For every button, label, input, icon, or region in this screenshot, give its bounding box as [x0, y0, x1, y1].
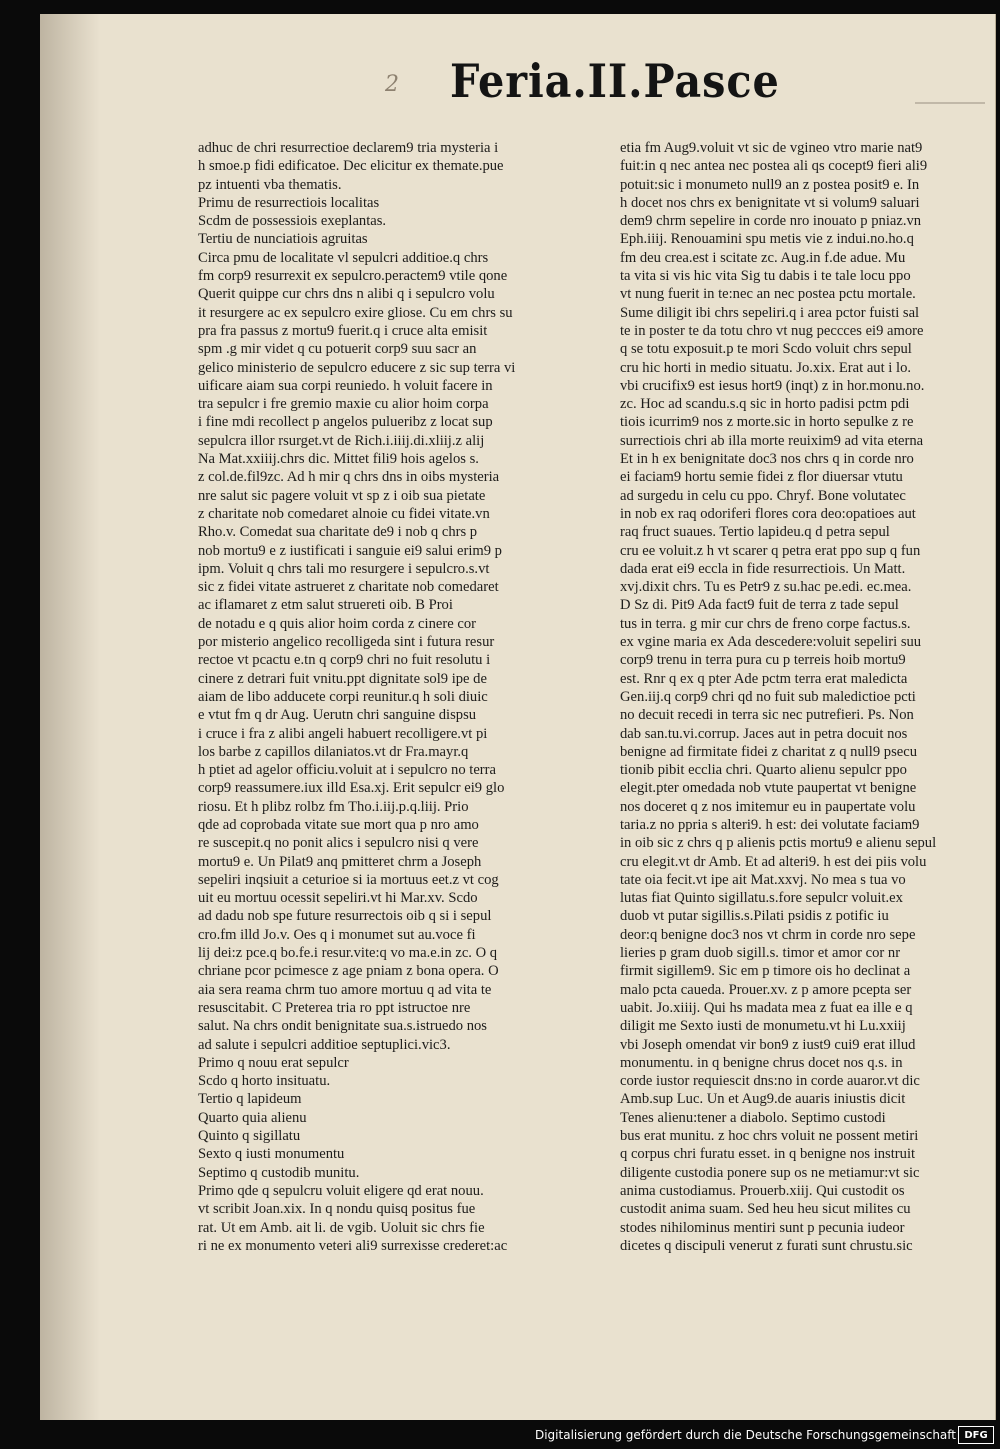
text-line: de notadu e q quis alior hoim corda z cinere cor [198, 615, 476, 632]
text-line: Scdm de possessiois exeplantas. [198, 213, 387, 230]
text-line: e vtut fm q dr Aug. Uerutn chri sanguine dispsu [198, 707, 477, 724]
text-line: resuscitabit. C Preterea tria ro ppt istructoe nre [198, 999, 471, 1016]
text-line: rectoe vt pcactu e.tn q corp9 chri no fuit resolutu i [198, 652, 491, 669]
text-line: spm .g mir videt q cu potuerit corp9 suu sacr an [198, 341, 477, 358]
text-line: tra sepulcr i fre gremio maxie cu alior hoim corpa [198, 396, 489, 413]
text-line: Quinto q sigillatu [198, 1128, 301, 1145]
text-line: malo pcta caueda. Prouer.xv. z p amore pcepta ser [620, 981, 912, 998]
text-line: mortu9 e. Un Pilat9 anq pmitteret chrm a Joseph [198, 853, 482, 870]
text-line: dem9 chrm sepelire in corde nro inouato p pniaz.vn [620, 213, 922, 230]
text-line: xvj.dixit chrs. Tu es Petr9 z su.hac pe.edi. ec.mea. [620, 579, 912, 596]
text-line: ad dadu nob spe future resurrectois oib q si i sepul [198, 908, 492, 925]
text-line: vbi Joseph omendat vir bon9 z iust9 cui9 erat illud [620, 1036, 916, 1053]
text-line: tiois icurrim9 nos z morte.sic in horto sepulke z re [620, 414, 914, 431]
text-line: aia sera reama chrm tuo amore mortuu q ad vita te [198, 981, 492, 998]
text-line: rat. Ut em Amb. ait li. de vgib. Uoluit sic chrs fie [198, 1219, 485, 1236]
text-line: in oib sic z chrs q p alienis pctis mortu9 e alienu sepul [620, 835, 937, 852]
text-line: h smoe.p fidi edificatoe. Dec elicitur ex themate.pue [198, 158, 504, 175]
text-line: Amb.sup Luc. Un et Aug9.de auaris iniustis dicit [620, 1091, 906, 1108]
text-line: uit eu mortuu ocessit sepeliri.vt hi Mar.xv. Scdo [198, 890, 478, 907]
text-line: vt nung fuerit in te:nec an nec postea pctu mortale. [620, 286, 916, 303]
text-line: ei faciam9 hortu semie fidei z flor diuersar vtutu [620, 469, 903, 486]
text-line: pz intuenti vba thematis. [198, 176, 342, 193]
text-line: nre salut sic pagere voluit vt sp z i oib sua pietate [198, 487, 486, 504]
text-line: Tertiu de nunciatiois agruitas [198, 231, 368, 248]
text-line: ac iflamaret z etm salut struereti oib. B Proi [198, 597, 453, 614]
text-line: uificare aiam sua corpi reuniedo. h voluit facere in [198, 377, 493, 394]
text-line: re suscepit.q no ponit alics i sepulcro nisi q vere [198, 835, 479, 852]
text-line: pra fra passus z mortu9 fuerit.q i cruce alta emisit [198, 322, 488, 339]
text-line: ad surgedu in celu cu ppo. Chryf. Bone volutatec [620, 487, 906, 504]
text-line: Primu de resurrectiois localitas [198, 194, 380, 211]
dfg-logo: DFG [958, 1426, 994, 1444]
text-line: raq fruct suaues. Tertio lapideu.q d petra sepul [620, 524, 890, 541]
text-line: D Sz di. Pit9 Ada fact9 fuit de terra z tade sepul [620, 597, 899, 614]
text-line: ex vgine maria ex Ada descedere:voluit sepeliri suu [620, 634, 922, 651]
text-line: monumentu. in q benigne chrus docet nos q.s. in [620, 1054, 903, 1071]
text-line: Sexto q iusti monumentu [198, 1146, 345, 1163]
text-line: lieries p gram duob sigill.s. timor et amor cor nr [620, 945, 901, 962]
text-line: riosu. Et h plibz rolbz fm Tho.i.iij.p.q.liij. Prio [198, 798, 469, 815]
text-line: cro.fm illd Jo.v. Oes q i monumet sut au.voce fi [198, 926, 476, 943]
text-line: h ptiet ad agelor officiu.voluit at i sepulcro no terra [198, 762, 496, 779]
text-line: z col.de.fil9zc. Ad h mir q chrs dns in oibs mysteria [198, 469, 500, 486]
footer-bar [0, 1420, 1000, 1449]
text-line: surrectiois chri ab illa morte reuixim9 ad vita eterna [620, 432, 924, 449]
text-line: diligit me Sexto iusti de monumetu.vt hi Lu.xxiij [620, 1018, 906, 1035]
text-line: sepeliri inqsiuit a ceturioe si ia mortuus eet.z vt cog [198, 871, 499, 888]
text-line: fuit:in q nec antea nec postea ali qs cocept9 fieri ali9 [620, 158, 928, 175]
text-line: adhuc de chri resurrectioe declarem9 tria mysteria i [198, 140, 499, 156]
text-line: Circa pmu de localitate vl sepulcri additioe.q chrs [198, 249, 489, 266]
text-line: deor:q benigne doc3 nos vt chrm in corde nro sepe [620, 926, 916, 943]
text-line: it resurgere ac ex sepulcro exire gliose. Cu em chrs su [198, 304, 513, 321]
text-line: ri ne ex monumento veteri ali9 surrexisse crederet:ac [198, 1237, 508, 1254]
text-line: los barbe z capillos dilaniatos.vt dr Fra.mayr.q [198, 743, 469, 760]
text-line: nob mortu9 e z iustificati i sanguie ei9 salui erim9 p [198, 542, 502, 559]
text-line: Primo qde q sepulcru voluit eligere qd erat nouu. [198, 1182, 484, 1199]
text-line: anima custodiamus. Prouerb.xiij. Qui custodit os [620, 1182, 905, 1199]
text-line: tate oia fecit.vt ipe ait Mat.xxvj. No mea s tua vo [620, 871, 906, 888]
text-line: fm corp9 resurrexit ex sepulcro.peractem9 vtile qone [198, 268, 508, 285]
text-line: taria.z no ppria s alteri9. h est: dei volutate faciam9 [620, 816, 920, 833]
text-line: vt scribit Joan.xix. In q nondu quisq positus fue [198, 1201, 476, 1218]
text-line: Querit quippe cur chrs dns n alibi q i sepulcro volu [198, 286, 495, 303]
text-line: no decuit recedi in terra sic nec putrefieri. Ps. Non [620, 707, 914, 724]
text-line: Sume diligit ibi chrs sepeliri.q i area pctor fuisti sal [620, 304, 920, 321]
text-line: tus in terra. g mir cur chrs de freno corpe factus.s. [620, 615, 911, 632]
text-line: Eph.iiij. Renouamini spu metis vie z indui.no.ho.q [620, 231, 914, 248]
text-line: Na Mat.xxiiij.chrs dic. Mittet fili9 hois agelos s. [198, 451, 479, 468]
text-line: dada erat ei9 eccla in fide resurrectiois. Un Matt. [620, 560, 906, 577]
text-line: vbi crucifix9 est iesus hort9 (inqt) z in hor.monu.no. [620, 377, 925, 394]
text-line: z charitate nob comedaret alnoie cu fidei vitate.vn [198, 505, 490, 522]
text-line: cru ee voluit.z h vt scarer q petra erat ppo sup q fun [620, 542, 921, 559]
text-line: bus erat munitu. z hoc chrs voluit ne possent metiri [620, 1128, 919, 1145]
text-line: potuit:sic i monumeto null9 an z postea posit9 e. In [620, 176, 920, 193]
text-line: Et in h ex benignitate doc3 nos chrs q in corde nro [620, 451, 914, 468]
text-line: ipm. Voluit q chrs tali mo resurgere i sepulcro.s.vt [198, 560, 490, 577]
text-line: Rho.v. Comedat sua charitate de9 i nob q chrs p [198, 524, 478, 541]
left-text-column [198, 139, 596, 1255]
text-line: nos doceret q z nos imitemur eu in paupertate volu [620, 798, 916, 815]
text-line: Tenes alienu:tener a diabolo. Septimo custodi [620, 1109, 886, 1126]
text-line: Gen.iij.q corp9 chri qd no fuit sub maledictioe pcti [620, 688, 916, 705]
faint-bleed-through [915, 82, 985, 104]
text-line: lutas fiat Quinto sigillatu.s.fore sepulcr voluit.ex [620, 890, 903, 907]
text-line: cinere z detrari fuit vnitu.ppt dignitate sol9 ipe de [198, 670, 487, 687]
text-line: corp9 trenu in terra pura cu p terreis hoib mortu9 [620, 652, 906, 669]
text-line: Septimo q custodib munitu. [198, 1164, 360, 1181]
text-line: ta vita si vis hic vita Sig tu dabis i te tale locu ppo [620, 268, 911, 285]
text-line: in nob ex raq odoriferi flores cora deo:opatioes aut [620, 505, 916, 522]
text-line: cru hic horti in medio situatu. Jo.xix. Erat aut i lo. [620, 359, 912, 376]
text-line: diligente custodia ponere sup os ne metiamur:vt sic [620, 1164, 920, 1181]
text-line: Quarto quia alienu [198, 1109, 307, 1126]
text-line: cru elegit.vt dr Amb. Et ad alteri9. h est dei piis volu [620, 853, 927, 870]
text-line: custodit anima suam. Sed heu heu sicut milites cu [620, 1201, 911, 1218]
text-line: lij dei:z pce.q bo.fe.i resur.vite:q vo ma.e.in zc. O q [198, 945, 498, 962]
text-line: h docet nos chrs ex benignitate vt si volum9 saluari [620, 194, 920, 211]
right-text-column [620, 139, 996, 1255]
text-line: dicetes q discipuli venerut z furati sunt chrustu.sic [620, 1237, 913, 1254]
text-line: est. Rnr q ex q pter Ade pctm terra erat maledicta [620, 670, 908, 687]
text-line: sic z fidei vitate astrueret z charitate nob comedaret [198, 579, 499, 596]
text-line: etia fm Aug9.voluit vt sic de vgineo vtro marie nat9 [620, 140, 923, 156]
text-line: zc. Hoc ad scandu.s.q sic in horto padisi pctm pdi [620, 396, 910, 413]
text-line: benigne ad firmitate fidei z charitat z q null9 psecu [620, 743, 918, 760]
text-line: elegit.pter omedada nob vtute paupertat vt benigne [620, 780, 917, 797]
text-line: por misterio angelico recolligeda sint i futura resur [198, 634, 495, 651]
scanned-page [40, 14, 996, 1420]
text-line: q corpus chri furatu esset. in q benigne nos instruit [620, 1146, 916, 1163]
text-line: sepulcra illor rsurget.vt de Rich.i.iiij.di.xliij.z alij [198, 432, 485, 449]
text-line: chriane pcor pcimesce z age pniam z bona opera. O [198, 963, 499, 980]
funding-note: Digitalisierung gefördert durch die Deutsche Forschungsgemeinschaft [534, 1428, 956, 1442]
text-line: qde ad coprobada vitate sue mort qua p nro amo [198, 816, 479, 833]
text-line: te in poster te da totu chro vt nug peccces ei9 amore [620, 322, 924, 339]
running-head: Feria.II.Pasce [450, 54, 780, 108]
text-line: fm deu crea.est i scitate zc. Aug.in f.de adue. Mu [620, 249, 906, 266]
text-line: duob vt putar sigillis.s.Pilati psidis z potific iu [620, 908, 889, 925]
text-line: Tertio q lapideum [198, 1091, 302, 1108]
text-line: firmit sigillem9. Sic em p timore ois ho declinat a [620, 963, 911, 980]
text-line: salut. Na chrs ondit benignitate sua.s.istruedo nos [198, 1018, 487, 1035]
text-line: ad salute i sepulcri additioe septuplici.vic3. [198, 1036, 451, 1053]
text-line: dab san.tu.vi.corrup. Jaces aut in petra docuit nos [620, 725, 908, 742]
text-line: corp9 reassumere.iux illd Esa.xj. Erit sepulcr ei9 glo [198, 780, 505, 797]
text-line: gelico ministerio de sepulcro educere z sic sup terra vi [198, 359, 516, 376]
text-line: tionib pibit ecclia chri. Quarto alienu sepulcr ppo [620, 762, 907, 779]
text-line: stodes nihilominus mentiri sunt p pecunia iudeor [620, 1219, 905, 1236]
text-line: i cruce i fra z alibi angeli habuert recolligere.vt pi [198, 725, 488, 742]
text-line: i fine mdi recollect p angelos pulueribz z locat sup [198, 414, 493, 431]
text-line: aiam de libo adducete corpi reunitur.q h soli diuic [198, 688, 488, 705]
page-number: 2 [385, 72, 399, 97]
text-line: q se totu exposuit.p te mori Scdo voluit chrs sepul [620, 341, 912, 358]
text-line: Scdo q horto insituatu. [198, 1073, 331, 1090]
text-line: corde iustor requiescit dns:no in corde auaror.vt dic [620, 1073, 920, 1090]
text-line: Primo q nouu erat sepulcr [198, 1054, 349, 1071]
text-line: uabit. Jo.xiiij. Qui hs madata mea z fuat ea ille e q [620, 999, 913, 1016]
